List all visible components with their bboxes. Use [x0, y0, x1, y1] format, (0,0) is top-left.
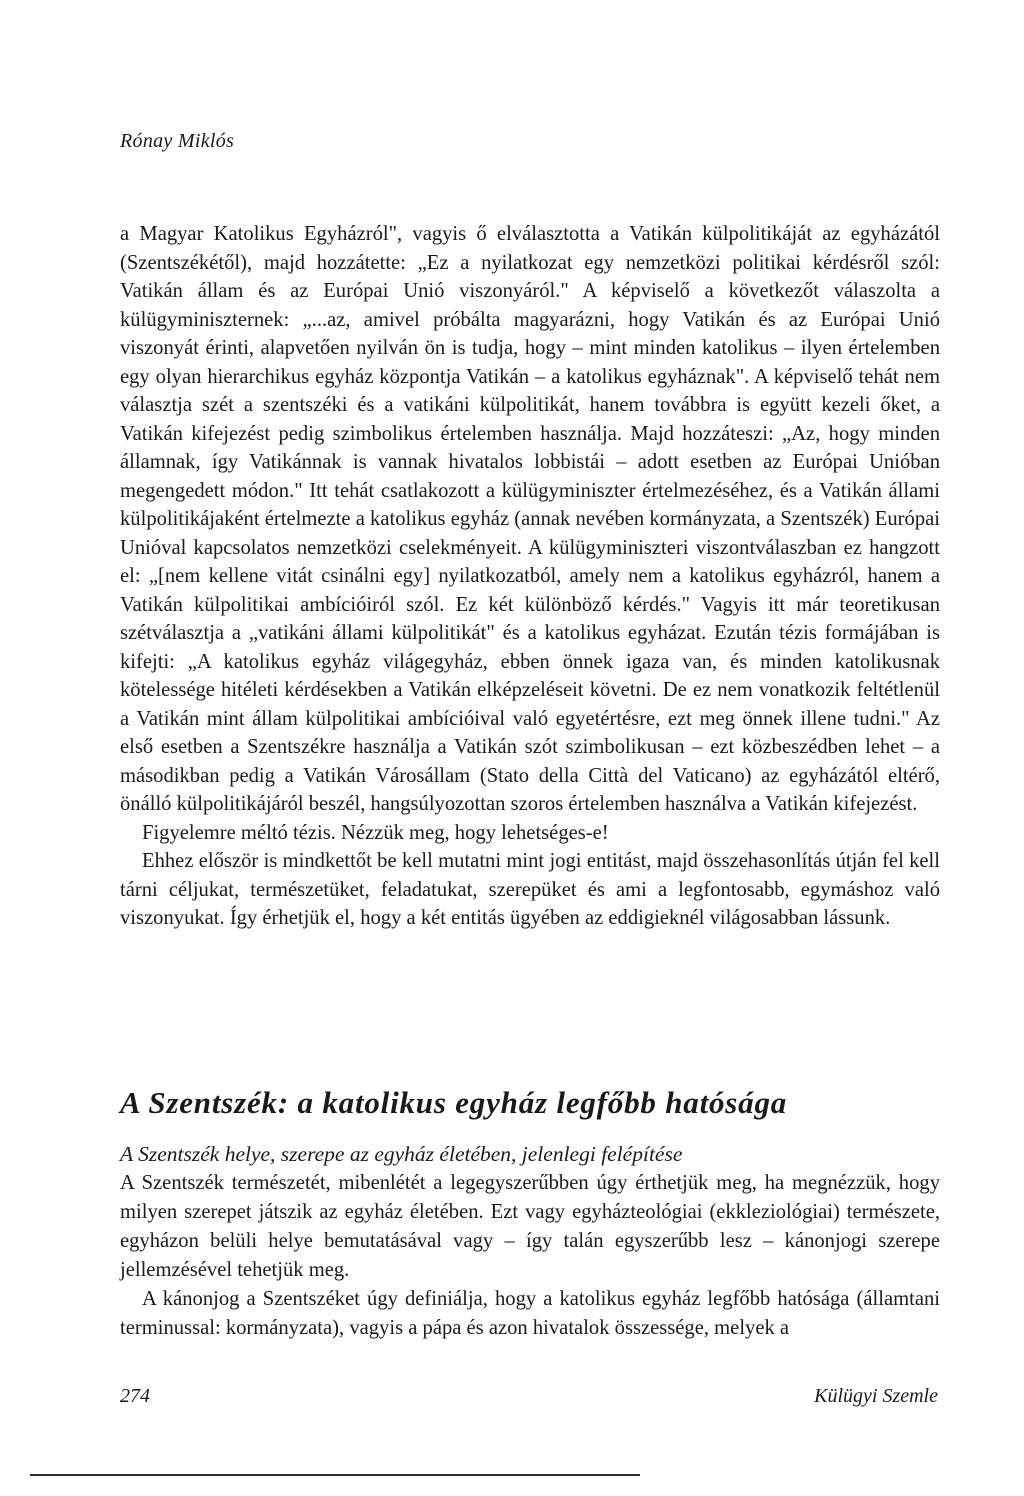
paragraph-notable-thesis: Figyelemre méltó tézis. Nézzük meg, hogy lehetséges-e! [142, 821, 609, 844]
paragraph-canon-law: A kánonjog a Szentszéket úgy definiálja, hogy a katolikus egyház legfőbb hatósága (államtani terminussal: kormányzata), vagyis a pápa és azon hivatalok összessége, melyek a [120, 1288, 940, 1339]
scan-edge-line [30, 1474, 640, 1476]
paragraph-nature: A Szentszék természetét, mibenlétét a legegyszerűbben úgy érthetjük meg, ha megnézzük, hogy milyen szerepet játszik az egyház életében. Ezt vagy egyházteológiai (ekkleziológiai) természete, egyházon belüli helye bemutatásával vagy – így talán egyszerűbb lesz – kánonjogi szerepe jellemzésével tehetjük meg. [120, 1172, 940, 1281]
journal-title: Külügyi Szemle [814, 1385, 938, 1407]
subsection-heading: A Szentszék helye, szerepe az egyház életében, jelenlegi felépítése [120, 1142, 683, 1166]
paragraph-entities: Ehhez először is mindkettőt be kell mutatni mint jogi entitást, majd összehasonlítás útján fel kell tárni céljukat, természetüket, feladatukat, szerepüket és ami a legfontosabb, egymáshoz való viszonyukat. Így érhetjük el, hogy a két entitás ügyében az eddigieknél világosabban lássunk. [120, 850, 940, 929]
paragraph-continuation: a Magyar Katolikus Egyházról", vagyis ő elválasztotta a Vatikán külpolitikáját az egyházától (Szentszékétől), majd hozzátette: „Ez a nyilatkozat egy nemzetközi politikai kérdésről szól: Vatikán állam és az Európai Unió viszonyáról." A képviselő a következőt válaszolta a külügyminiszternek: „...az, amivel próbálta magyarázni, hogy Vatikán és az Európai Unió viszonyát érinti, alapvetően nyilván ön is tudja, hogy – mint minden katolikus – ilyen értelemben egy olyan hierarchikus egyház központja Vatikán – a katolikus egyháznak". A képviselő tehát nem választja szét a szentszéki és a vatikáni külpolitikát, hanem továbbra is együtt kezeli őket, a Vatikán kifejezést pedig szimbolikus értelemben használja. Majd hozzáteszi: „Az, hogy minden államnak, így Vatikánnak is vannak hivatalos lobbistái – adott esetben az Európai Unióban megengedett módon." Itt tehát csatlakozott a külügyminiszter értelmezéséhez, és a Vatikán állami külpolitikájaként értelmezte a katolikus egyház (annak nevében kormányzata, a Szentszék) Európai Unióval kapcsolatos nemzetközi cselekményeit. A külügyminiszteri viszontválaszban ez hangzott el: „[nem kellene vitát csinálni egy] nyilatkozatból, amely nem a katolikus egyházról, hanem a Vatikán külpolitikai ambícióiról szól. Ez két különböző kérdés." Vagyis itt már teoretikusan szétválasztja a „vatikáni állami külpolitikát" és a katolikus egyházat. Ezután tézis formájában is kifejti: „A katolikus egyház világegyház, ebben önnek igaza van, és minden katolikusnak kötelessége hitéleti kérdésekben a Vatikán elképzeléseit követni. De ez nem vonatkozik feltétlenül a Vatikán mint állam külpolitikai ambícióival való egyetértésre, ezt meg önnek illene tudni." Az első esetben a Szentszékre használja a Vatikán szót szimbolikusan – ezt közbeszédben lehet – a másodikban pedig a Vatikán Városállam (Stato della Città del Vaticano) az egyházától eltérő, önálló külpolitikájáról beszél, hangsúlyozottan szoros értelemben használva a Vatikán kifejezést. [120, 223, 940, 815]
section-heading: A Szentszék: a katolikus egyház legfőbb hatósága [120, 1085, 788, 1120]
section-body [120, 1140, 940, 1343]
page-number: 274 [120, 1385, 150, 1407]
body-text [120, 220, 940, 933]
running-head-author: Rónay Miklós [120, 130, 235, 152]
